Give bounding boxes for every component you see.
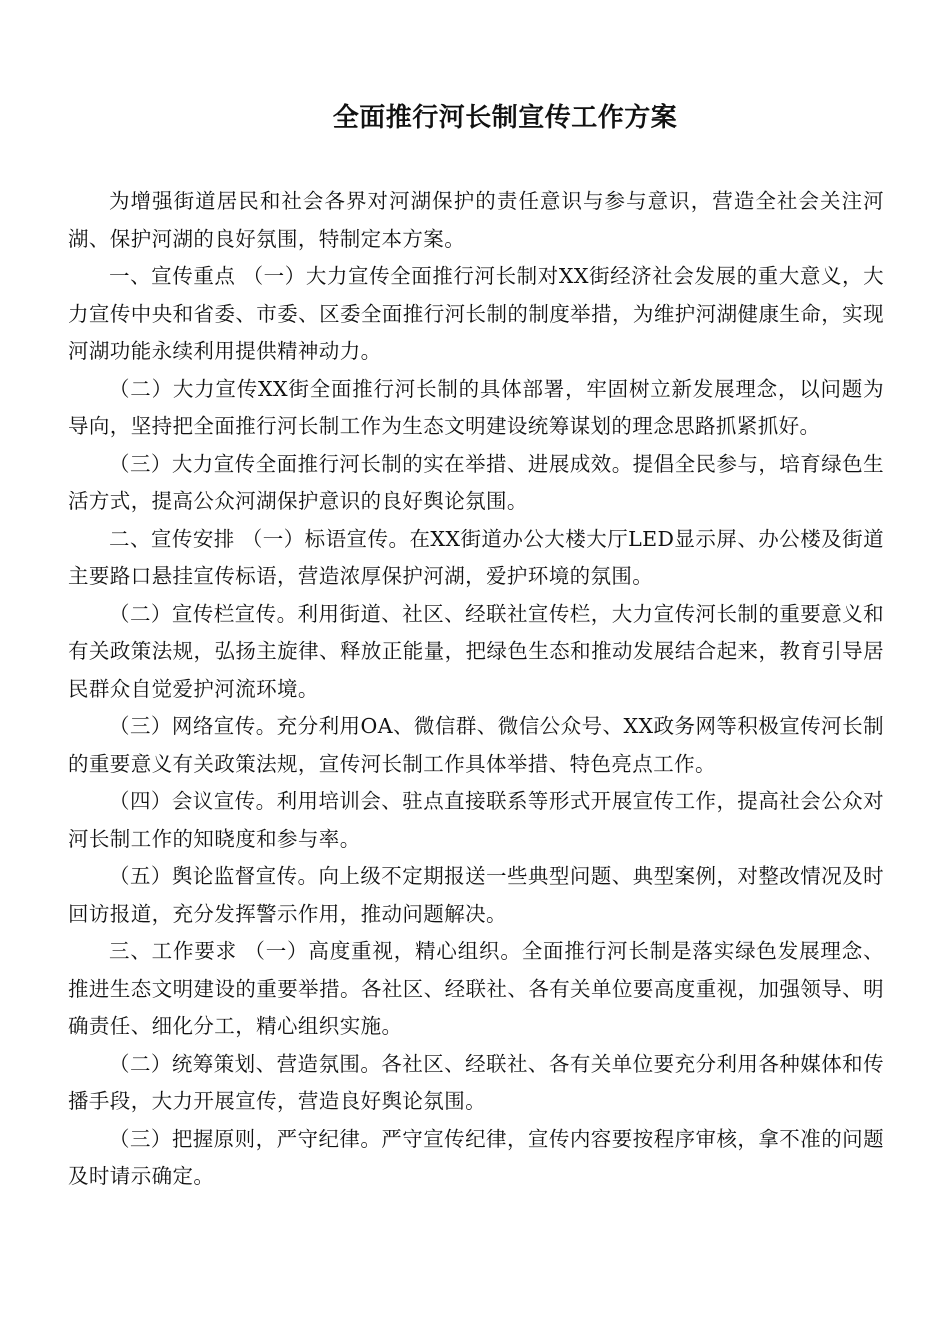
document-body <box>68 183 884 1196</box>
paragraph-section-3-item-1: 三、工作要求 （一）高度重视，精心组织。全面推行河长制是落实绿色发展理念、推进生态文明建设的重要举措。各社区、经联社、各有关单位要高度重视，加强领导、明确责任、细化分工，精心组织实施。 <box>68 939 884 1038</box>
paragraph-section-2-item-4: （四）会议宣传。利用培训会、驻点直接联系等形式开展宣传工作，提高社会公众对河长制工作的知晓度和参与率。 <box>68 789 884 851</box>
paragraph-section-1-item-1: 一、宣传重点 （一）大力宣传全面推行河长制对XX街经济社会发展的重大意义，大力宣传中央和省委、市委、区委全面推行河长制的制度举措，为维护河湖健康生命，实现河湖功能永续利用提供精神动力。 <box>68 264 884 363</box>
paragraph-section-2-item-5: （五）舆论监督宣传。向上级不定期报送一些典型问题、典型案例，对整改情况及时回访报道，充分发挥警示作用，推动问题解决。 <box>68 864 884 926</box>
paragraph-section-2-item-2: （二）宣传栏宣传。利用街道、社区、经联社宣传栏，大力宣传河长制的重要意义和有关政策法规，弘扬主旋律、释放正能量，把绿色生态和推动发展结合起来，教育引导居民群众自觉爱护河流环境。 <box>68 601 884 701</box>
paragraph-section-2-item-3: （三）网络宣传。充分利用OA、微信群、微信公众号、XX政务网等积极宣传河长制的重要意义有关政策法规，宣传河长制工作具体举措、特色亮点工作。 <box>68 714 884 776</box>
paragraph-section-2-item-1: 二、宣传安排 （一）标语宣传。在XX街道办公大楼大厅LED显示屏、办公楼及街道主要路口悬挂宣传标语，营造浓厚保护河湖，爱护环境的氛围。 <box>68 526 884 588</box>
paragraph-section-3-item-3: （三）把握原则，严守纪律。严守宣传纪律，宣传内容要按程序审核，拿不准的问题及时请示确定。 <box>68 1126 884 1188</box>
paragraph-section-1-item-3: （三）大力宣传全面推行河长制的实在举措、进展成效。提倡全民参与，培育绿色生活方式，提高公众河湖保护意识的良好舆论氛围。 <box>68 451 884 513</box>
paragraph-section-1-item-2: （二）大力宣传XX街全面推行河长制的具体部署，牢固树立新发展理念，以问题为导向，坚持把全面推行河长制工作为生态文明建设统筹谋划的理念思路抓紧抓好。 <box>68 376 884 438</box>
paragraph-intro: 为增强街道居民和社会各界对河湖保护的责任意识与参与意识，营造全社会关注河湖、保护河湖的良好氛围，特制定本方案。 <box>68 189 884 251</box>
paragraph-section-3-item-2: （二）统筹策划、营造氛围。各社区、经联社、各有关单位要充分利用各种媒体和传播手段，大力开展宣传，营造良好舆论氛围。 <box>68 1051 884 1113</box>
document-title: 全面推行河长制宣传工作方案 <box>332 103 678 133</box>
